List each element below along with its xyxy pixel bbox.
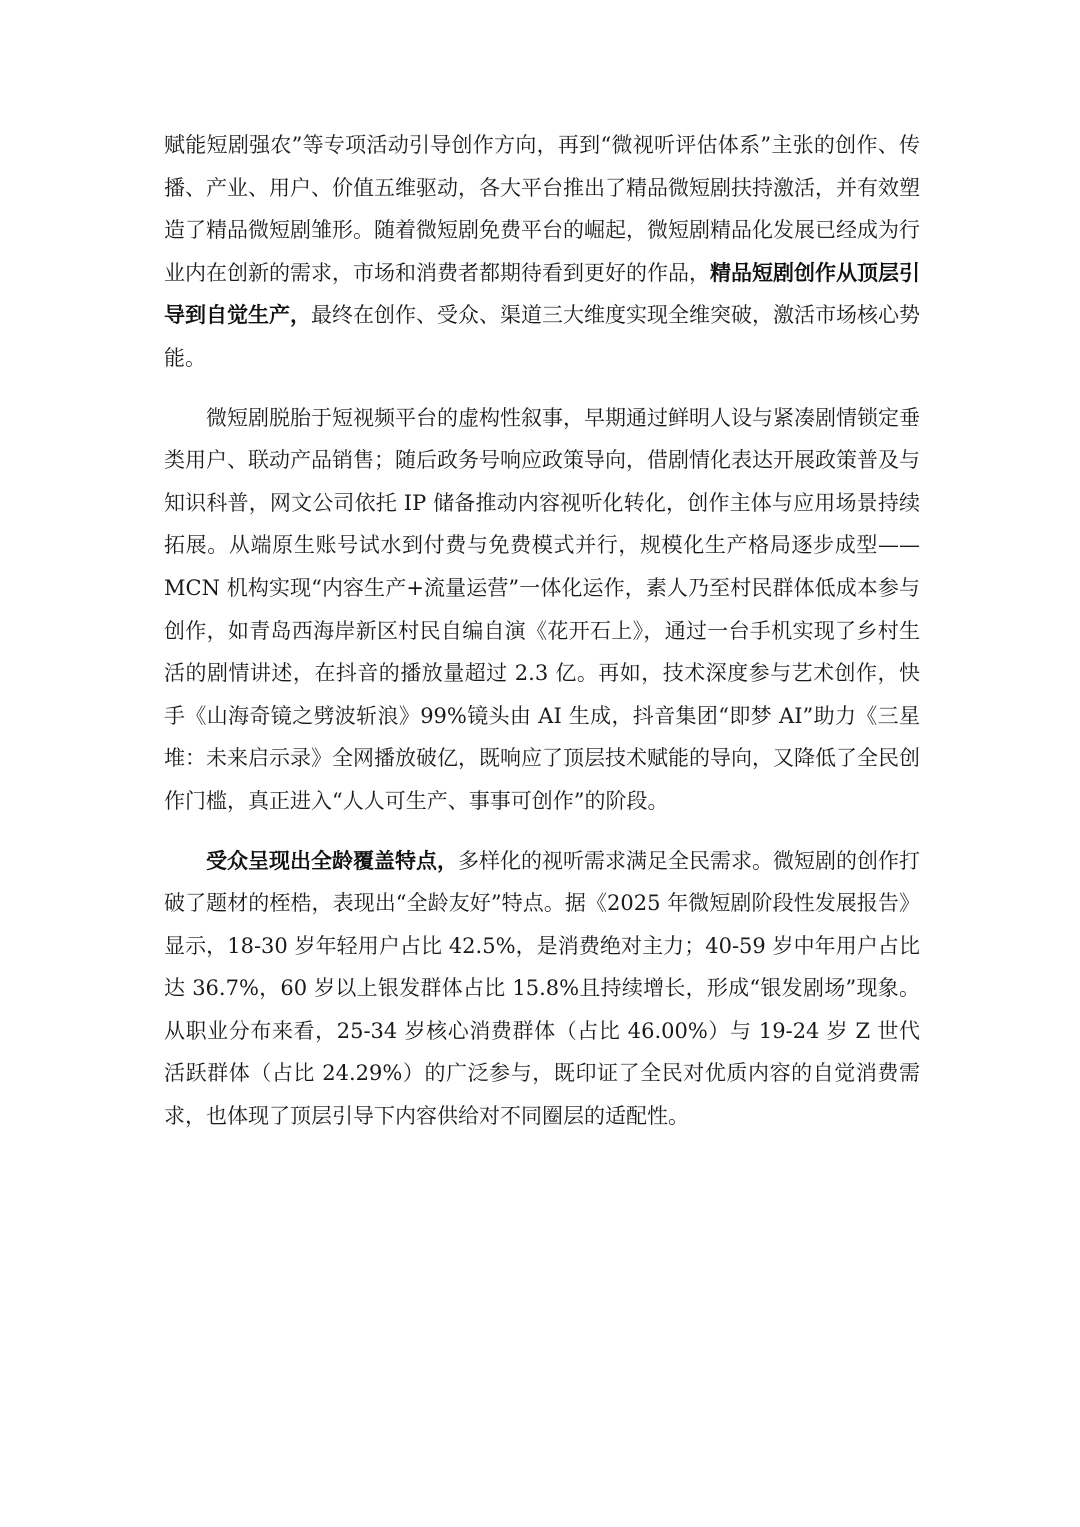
paragraph-creation-evolution bbox=[164, 397, 920, 823]
paragraph-1-tail: 最终在创作、受众、渠道三大维度实现全维突破，激活市场核心势能。 bbox=[164, 303, 920, 370]
paragraph-2-text: 微短剧脱胎于短视频平台的虚构性叙事，早期通过鲜明人设与紧凑剧情锁定垂类用户、联动产品销售；随后政务号响应政策导向，借剧情化表达开展政策普及与知识科普，网文公司依托 IP 储备推动内容视听化转化，创作主体与应用场景持续拓展。从端原生账号试水到付费与免费模式并行，规模化生产格局逐步成型——MCN 机构实现“内容生产+流量运营”一体化运作，素人乃至村民群体低成本参与创作，如青岛西海岸新区村民自编自演《花开石上》，通过一台手机实现了乡村生活的剧情讲述，在抖音的播放量超过 2.3 亿。再如，技术深度参与艺术创作，快手《山海奇镜之劈波斩浪》99%镜头由 AI 生成，抖音集团“即梦 AI”助力《三星堆：未来启示录》全网播放破亿，既响应了顶层技术赋能的导向，又降低了全民创作门槛，真正进入“人人可生产、事事可创作”的阶段。 bbox=[164, 405, 920, 813]
paragraph-1-lead: 赋能短剧强农”等专项活动引导创作方向，再到“微视听评估体系”主张的创作、传播、产业、用户、价值五维驱动，各大平台推出了精品微短剧扶持激活，并有效塑造了精品微短剧雏形。随着微短剧免费平台的崛起，微短剧精品化发展已经成为行业内在创新的需求，市场和消费者都期待看到更好的作品， bbox=[164, 133, 920, 285]
paragraph-continued bbox=[164, 124, 920, 380]
paragraph-1-emphasis: 精品短剧创作从顶层引导到自觉生产， bbox=[164, 259, 920, 328]
document-body bbox=[164, 124, 920, 1138]
paragraph-3-emphasis: 受众呈现出全龄覆盖特点， bbox=[206, 847, 458, 873]
paragraph-audience bbox=[164, 840, 920, 1138]
paragraph-3-text: 多样化的视听需求满足全民需求。微短剧的创作打破了题材的桎梏，表现出“全龄友好”特点。据《2025 年微短剧阶段性发展报告》显示，18-30 岁年轻用户占比 42.5%，是消费绝对主力；40-59 岁中年用户占比达 36.7%，60 岁以上银发群体占比 15.8%且持续增长，形成“银发剧场”现象。从职业分布来看，25-34 岁核心消费群体（占比 46.00%）与 19-24 岁 Z 世代活跃群体（占比 24.29%）的广泛参与，既印证了全民对优质内容的自觉消费需求，也体现了顶层引导下内容供给对不同圈层的适配性。 bbox=[164, 848, 920, 1129]
